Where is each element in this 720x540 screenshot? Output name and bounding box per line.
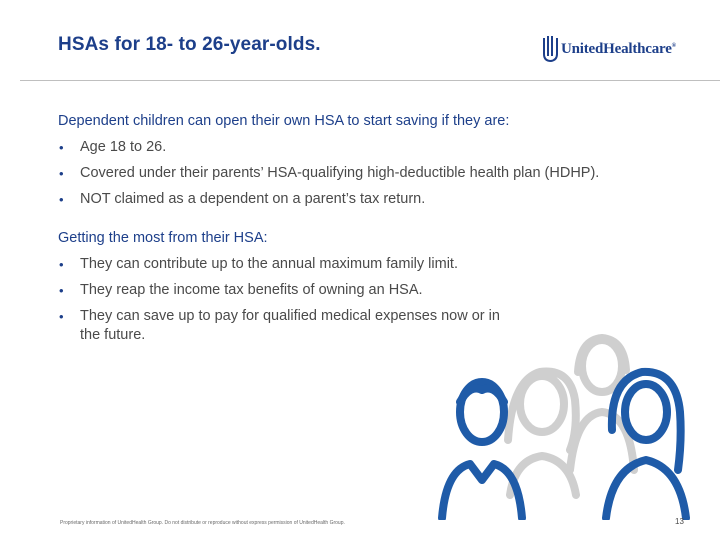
section-heading-benefits: Getting the most from their HSA: xyxy=(58,230,268,246)
section-heading-eligibility: Dependent children can open their own HSA to start saving if they are: xyxy=(58,113,510,129)
logo-registered: ® xyxy=(671,43,676,49)
logo-mark-icon xyxy=(541,34,559,64)
list-item-text: They can save up to pay for qualified medical expenses now or in the future. xyxy=(80,308,500,343)
slide-title: HSAs for 18- to 26-year-olds. xyxy=(58,34,321,55)
logo-wordmark xyxy=(561,41,676,58)
bullet-icon: • xyxy=(59,283,64,298)
person-icon xyxy=(508,372,576,495)
list-item xyxy=(58,190,599,209)
eligibility-list xyxy=(58,138,599,209)
page-number: 13 xyxy=(675,517,684,526)
list-item-text: They reap the income tax benefits of owning an HSA. xyxy=(80,282,423,298)
person-icon xyxy=(606,372,686,518)
logo-name: UnitedHealthcare xyxy=(561,41,672,57)
list-item-text: Age 18 to 26. xyxy=(80,139,167,155)
bullet-icon: • xyxy=(59,140,64,155)
unitedhealthcare-logo xyxy=(541,34,691,64)
footer-disclaimer: Proprietary information of UnitedHealth Group. Do not distribute or reproduce without express permission of UnitedHealth Group. xyxy=(60,520,345,526)
list-item xyxy=(58,255,500,274)
people-illustration xyxy=(430,320,720,520)
bullet-icon: • xyxy=(59,192,64,207)
list-item xyxy=(58,138,599,157)
bullet-icon: • xyxy=(59,257,64,272)
bullet-icon: • xyxy=(59,309,64,324)
list-item-text: NOT claimed as a dependent on a parent’s tax return. xyxy=(80,191,426,207)
list-item-text: They can contribute up to the annual maximum family limit. xyxy=(80,256,458,272)
list-item xyxy=(58,164,599,183)
header-divider xyxy=(20,80,720,81)
list-item xyxy=(58,281,500,300)
bullet-icon: • xyxy=(59,166,64,181)
list-item-text: Covered under their parents’ HSA-qualifying high-deductible health plan (HDHP). xyxy=(80,165,600,181)
